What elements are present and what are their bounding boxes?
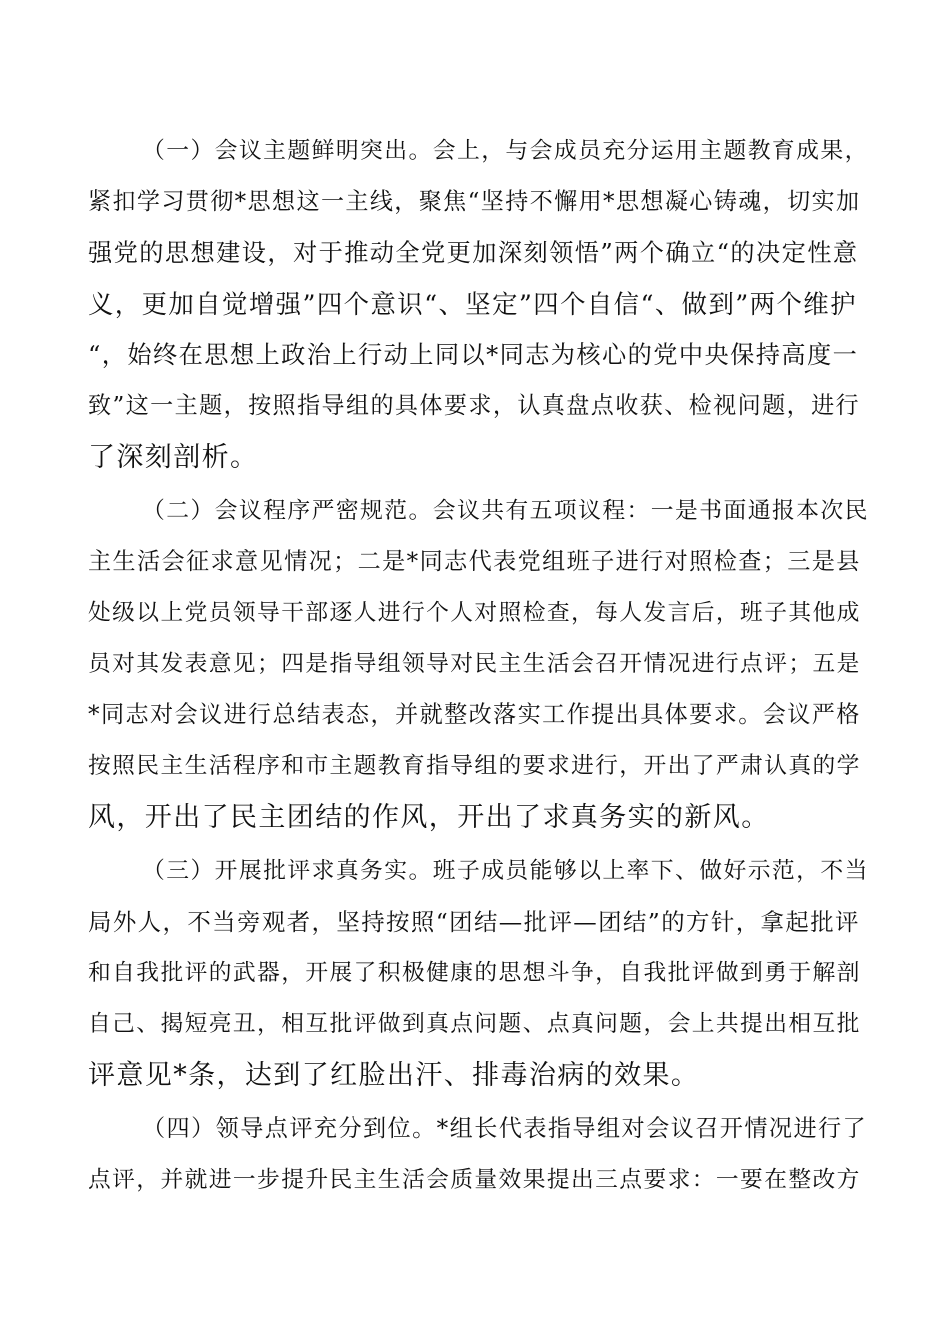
document-body: [88, 126, 869, 1209]
text-line: （四）领导点评充分到位。*组长代表指导组对会议召开情况进行了: [142, 1116, 868, 1142]
text-line: 按照民主生活程序和市主题教育指导组的要求进行，开出了严肃认真的学: [88, 753, 861, 779]
text-line: 主生活会征求意见情况；二是*同志代表党组班子进行对照检查；三是县: [88, 549, 861, 575]
text-line: *同志对会议进行总结表态，并就整改落实工作提出具体要求。会议严格: [88, 702, 861, 728]
text-line: 了深刻剖析。: [88, 442, 259, 473]
text-line: 和自我批评的武器，开展了积极健康的思想斗争，自我批评做到勇于解剖: [88, 960, 861, 986]
text-line: 义，更加自觉增强”四个意识“、坚定”四个自信“、做到”两个维护: [88, 289, 857, 319]
text-line: “，始终在思想上政治上行动上同以*同志为核心的党中央保持高度一: [88, 341, 859, 369]
paragraph-1: [88, 126, 869, 483]
text-line: （二）会议程序严密规范。会议共有五项议程：一是书面通报本次民: [142, 498, 869, 524]
text-line: （一）会议主题鲜明突出。会上，与会成员充分运用主题教育成果，: [142, 138, 869, 164]
text-line: 致”这一主题，按照指导组的具体要求，认真盘点收获、检视问题，进行: [88, 393, 861, 419]
paragraph-2: [88, 486, 869, 843]
text-line: 风，开出了民主团结的作风，开出了求真务实的新风。: [88, 802, 770, 833]
text-line: 局外人，不当旁观者，坚持按照“团结—批评—团结”的方针，拿起批评: [88, 908, 860, 936]
text-line: 处级以上党员领导干部逐人进行个人对照检查，每人发言后，班子其他成: [88, 600, 861, 626]
text-line: （三）开展批评求真务实。班子成员能够以上率下、做好示范，不当: [142, 858, 869, 884]
text-line: 强党的思想建设，对于推动全党更加深刻领悟”两个确立“的决定性意: [88, 239, 859, 267]
paragraph-3: [88, 846, 869, 1101]
text-line: 紧扣学习贯彻*思想这一主线，聚焦“坚持不懈用*思想凝心铸魂，切实加: [88, 189, 861, 215]
paragraph-4: [88, 1104, 868, 1206]
text-line: 点评，并就进一步提升民主生活会质量效果提出三点要求：一要在整改方: [88, 1167, 861, 1193]
text-line: 员对其发表意见；四是指导组领导对民主生活会召开情况进行点评；五是: [88, 651, 861, 677]
text-line: 自己、揭短亮丑，相互批评做到真点问题、点真问题，会上共提出相互批: [88, 1011, 861, 1037]
text-line: 评意见*条，达到了红脸出汗、排毒治病的效果。: [88, 1060, 700, 1091]
